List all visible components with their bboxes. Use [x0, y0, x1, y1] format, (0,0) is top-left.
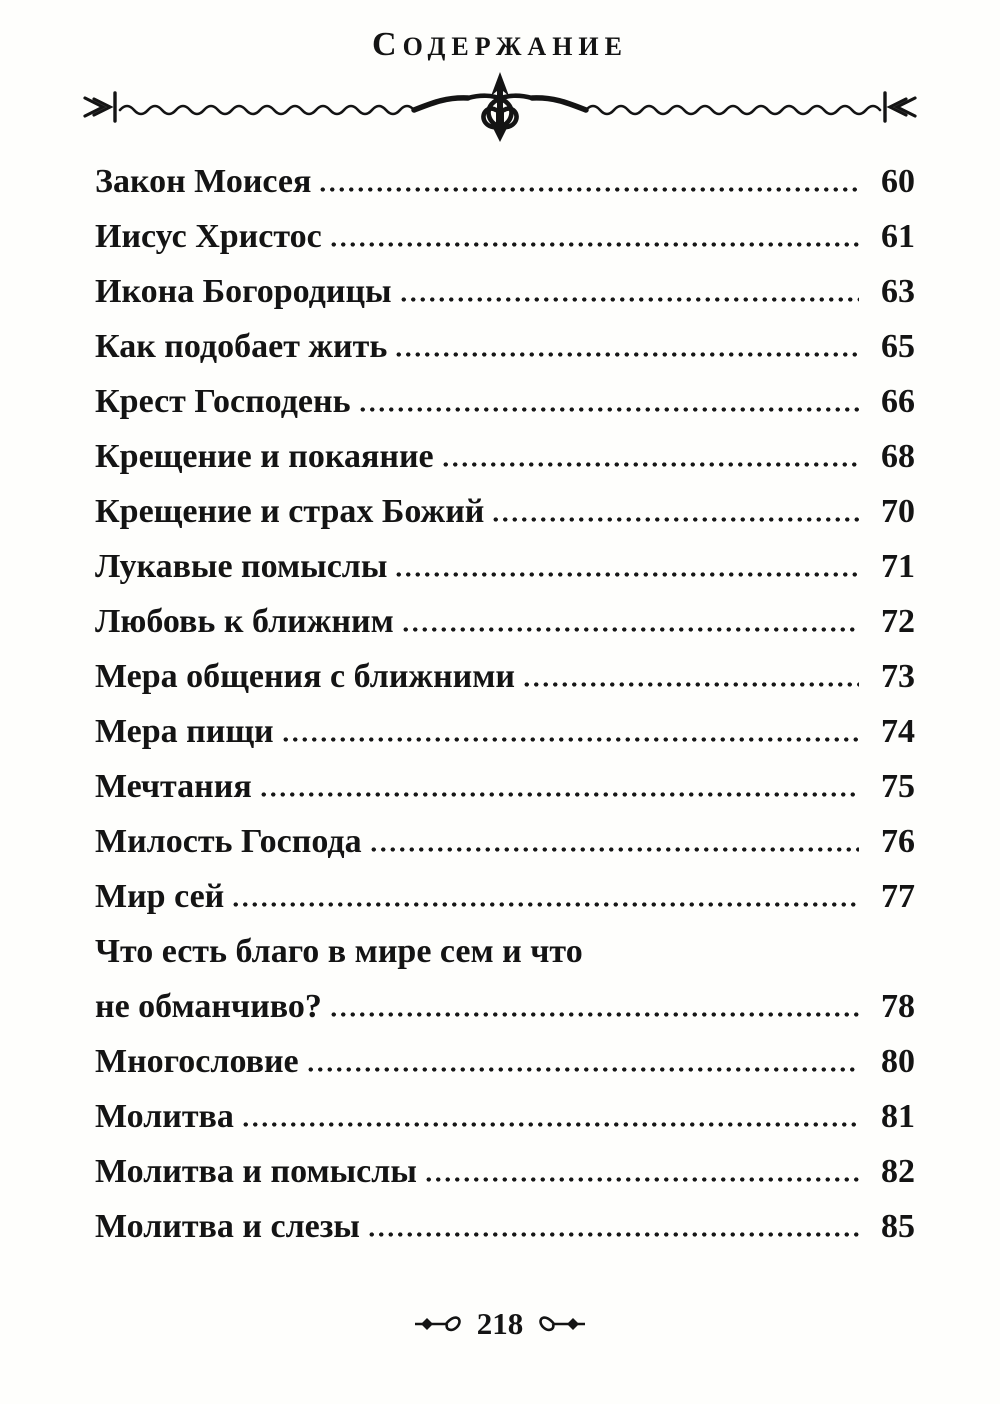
toc-row — [95, 759, 915, 814]
toc-entry-page: 63 — [881, 273, 915, 310]
toc-entry-page: 78 — [881, 988, 915, 1025]
toc-dot-leader — [231, 869, 859, 924]
toc-dot-leader — [306, 1034, 859, 1089]
toc-row — [95, 429, 915, 484]
toc-dot-leader — [259, 759, 859, 814]
toc-entry-page: 68 — [881, 438, 915, 475]
toc-entry-title: Лукавые помыслы — [95, 548, 388, 585]
toc-entry-page: 77 — [881, 878, 915, 915]
toc-dot-leader — [401, 594, 859, 649]
toc-entry-page: 80 — [881, 1043, 915, 1080]
toc-dot-leader — [358, 374, 859, 429]
toc-dot-leader — [394, 539, 859, 594]
toc-dot-leader — [367, 1199, 859, 1254]
toc-entry-title: Мера общения с ближними — [95, 658, 516, 695]
toc-entry-page: 82 — [881, 1153, 915, 1190]
toc-entry-title: Закон Моисея — [95, 163, 312, 200]
toc-row — [95, 154, 915, 209]
toc-entry-page: 85 — [881, 1208, 915, 1245]
toc-dot-leader — [241, 1089, 859, 1144]
toc-entry-title: Крест Господень — [95, 383, 351, 420]
page-footer — [0, 1306, 1000, 1342]
toc-entry-title: Мечтания — [95, 768, 252, 805]
footer-ornament-right-icon — [535, 1311, 585, 1337]
toc-row — [95, 264, 915, 319]
toc-entry-title: Любовь к ближним — [95, 603, 394, 640]
toc-row — [95, 374, 915, 429]
toc-dot-leader — [318, 154, 859, 209]
toc-entry-page: 81 — [881, 1098, 915, 1135]
toc-row — [95, 814, 915, 869]
toc-dot-leader — [369, 814, 859, 869]
toc-entry-page: 72 — [881, 603, 915, 640]
toc-entry-title: Многословие — [95, 1043, 299, 1080]
toc-entry-title: Крещение и страх Божий — [95, 493, 485, 530]
toc-row — [95, 924, 915, 979]
toc-entry-page: 70 — [881, 493, 915, 530]
toc-row — [95, 209, 915, 264]
toc-entry-page: 71 — [881, 548, 915, 585]
toc-row — [95, 979, 915, 1034]
toc-row — [95, 1199, 915, 1254]
toc-dot-leader — [281, 704, 859, 759]
toc-dot-leader — [399, 264, 859, 319]
toc-entry-page: 76 — [881, 823, 915, 860]
toc-row — [95, 1089, 915, 1144]
toc-entry-page: 61 — [881, 218, 915, 255]
toc-entry-title: не обманчиво? — [95, 988, 322, 1025]
toc-row — [95, 1144, 915, 1199]
toc-dot-leader — [441, 429, 859, 484]
toc-dot-leader — [590, 924, 859, 979]
toc-entry-page: 73 — [881, 658, 915, 695]
toc-entry-title: Икона Богородицы — [95, 273, 392, 310]
toc-row — [95, 594, 915, 649]
toc-entry-page: 74 — [881, 713, 915, 750]
toc-entry-page: 66 — [881, 383, 915, 420]
toc-entry-title: Молитва — [95, 1098, 234, 1135]
toc-row — [95, 704, 915, 759]
toc-dot-leader — [491, 484, 859, 539]
toc-row — [95, 869, 915, 924]
toc-entry-title: Молитва и помыслы — [95, 1153, 417, 1190]
toc-entry-title: Иисус Христос — [95, 218, 322, 255]
toc-entry-title: Как подобает жить — [95, 328, 388, 365]
toc-dot-leader — [329, 979, 859, 1034]
toc-row — [95, 319, 915, 374]
table-of-contents — [95, 154, 915, 1254]
footer-page-number: 218 — [476, 1306, 524, 1341]
footer-ornament-left-icon — [415, 1311, 465, 1337]
toc-entry-title: Мир сей — [95, 878, 225, 915]
toc-row — [95, 484, 915, 539]
toc-dot-leader — [424, 1144, 859, 1199]
page-header — [0, 24, 1000, 144]
toc-entry-page — [859, 924, 915, 979]
toc-entry-page: 60 — [881, 163, 915, 200]
toc-entry-title: Молитва и слезы — [95, 1208, 360, 1245]
toc-entry-page: 65 — [881, 328, 915, 365]
toc-dot-leader — [394, 319, 859, 374]
toc-row — [95, 539, 915, 594]
toc-row — [95, 1034, 915, 1089]
toc-entry-title: Крещение и покаяние — [95, 438, 434, 475]
toc-dot-leader — [522, 649, 859, 704]
page-title: СОДЕРЖАНИЕ — [372, 26, 628, 63]
toc-entry-title: Мера пищи — [95, 713, 274, 750]
toc-dot-leader — [329, 209, 859, 264]
toc-entry-title: Милость Господа — [95, 823, 362, 860]
toc-row — [95, 649, 915, 704]
toc-entry-title: Что есть благо в мире сем и что — [95, 933, 583, 970]
toc-entry-page: 75 — [881, 768, 915, 805]
ornamental-divider-icon — [80, 70, 920, 144]
